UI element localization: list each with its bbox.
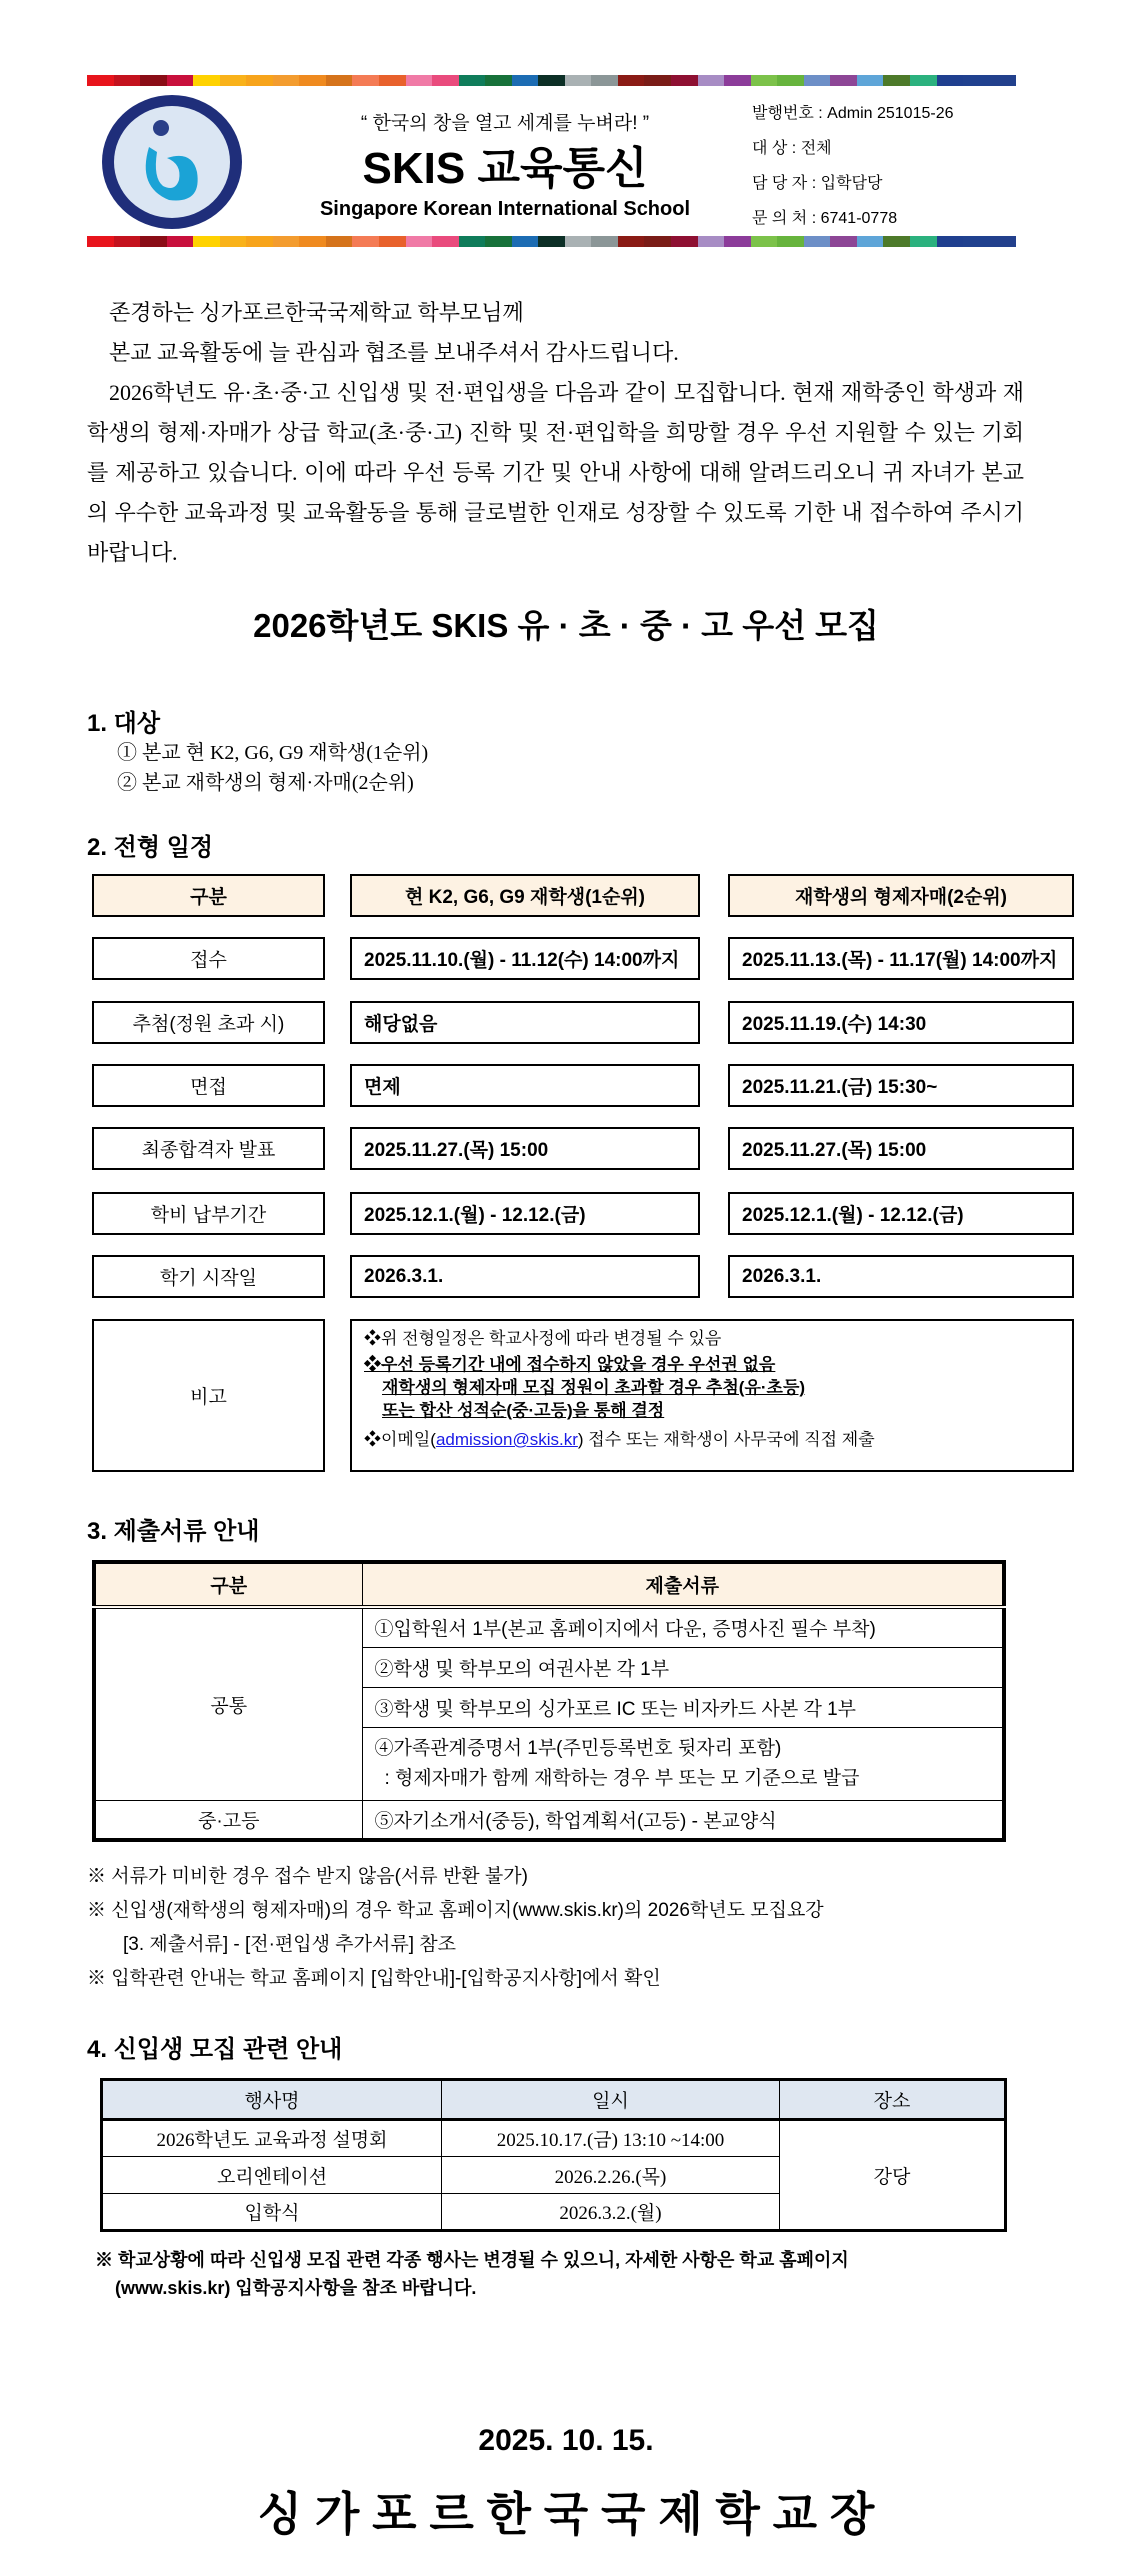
color-segment [246,75,273,86]
color-segment [671,236,698,247]
schedule-cell: 2025.11.21.(금) 15:30~ [728,1064,1074,1107]
note: ※ 신입생(재학생의 형제자매)의 경우 학교 홈페이지(www.skis.kr)의 2026학년도 모집요강 [87,1900,824,1921]
color-segment [883,236,910,247]
color-segment [167,75,194,86]
doc-item: ③학생 및 학부모의 싱가포르 IC 또는 비자카드 사본 각 1부 [362,1687,1004,1727]
note: [3. 제출서류] - [전·편입생 추가서류] 참조 [123,1934,456,1955]
schedule-cell: 2025.11.13.(목) - 11.17(월) 14:00까지 [728,937,1074,980]
col-header: 장소 [780,2080,1006,2120]
section4-title: 4. 신입생 모집 관련 안내 [87,2036,343,2063]
color-segment [512,75,539,86]
color-segment [538,236,565,247]
doc-item: ④가족관계증명서 1부(주민등록번호 뒷자리 포함) : 형제자매가 함께 재학하는 경우 부 또는 모 기준으로 발급 [362,1727,1004,1800]
color-segment [299,236,326,247]
schedule-row-label: 접수 [92,937,325,980]
target-item: ① 본교 현 K2, G6, G9 재학생(1순위) [117,742,429,764]
doc-item: ①입학원서 1부(본교 홈페이지에서 다운, 증명사진 필수 부착) [362,1607,1004,1647]
remark-line: ❖위 전형일정은 학교사정에 따라 변경될 수 있음 [364,1329,722,1348]
schedule-cell: 면제 [350,1064,700,1107]
color-segment [512,236,539,247]
category-mid-high: 중·고등 [94,1800,362,1840]
color-segment [857,75,884,86]
section3-title: 3. 제출서류 안내 [87,1518,260,1545]
color-segment [565,75,592,86]
remark-line: ❖우선 등록기간 내에 접수하지 않았을 경우 우선권 없음 [364,1355,776,1374]
schedule-row-label: 추첨(정원 초과 시) [92,1001,325,1044]
event-row: 오리엔테이션 2026.2.26.(목) [102,2157,1006,2194]
color-segment [883,75,910,86]
color-segment [114,236,141,247]
color-segment [671,75,698,86]
color-segment [459,75,486,86]
color-segment [87,236,114,247]
color-segment [591,75,618,86]
schedule-row-label: 면접 [92,1064,325,1107]
section4-note: ※ 학교상황에 따라 신입생 모집 관련 각종 행사는 변경될 수 있으니, 자세한 사항은 학교 홈페이지 (www.skis.kr) 입학공지사항을 참조 바랍니다. [95,2250,849,2298]
color-segment [830,75,857,86]
section1-list [117,738,428,798]
section2-title: 2. 전형 일정 [87,834,214,861]
color-segment [777,236,804,247]
color-bar-bottom [87,236,1016,247]
color-segment [644,75,671,86]
color-segment [724,75,751,86]
color-segment [379,236,406,247]
color-bar-top [87,75,1016,86]
color-segment [777,75,804,86]
diamond-bullet-icon: ❖ [364,1355,381,1374]
note: ※ 서류가 미비한 경우 접수 받지 않음(서류 반환 불가) [87,1866,528,1887]
schedule-row-label: 학비 납부기간 [92,1192,325,1235]
info-line: 문 의 처 : 6741-0778 [752,210,898,227]
color-segment [937,236,964,247]
event-row: 입학식 2026.3.2.(월) [102,2194,1006,2231]
event-row: 2026학년도 교육과정 설명회 2025.10.17.(금) 13:10 ~14:00 강당 [102,2120,1006,2157]
schedule-cell: 2026.3.1. [350,1255,700,1298]
schedule-cell: 2025.11.27.(목) 15:00 [728,1127,1074,1170]
color-segment [299,75,326,86]
schedule-cell: 2025.11.19.(수) 14:30 [728,1001,1074,1044]
schedule-cell: 해당없음 [350,1001,700,1044]
remark-line: 또는 합산 성적순(중·고등)을 통해 결정 [382,1401,665,1420]
color-segment [990,75,1017,86]
school-logo [97,92,247,232]
color-segment [618,236,645,247]
slogan: “ 한국의 창을 열고 세계를 누벼라! ” [360,113,650,134]
schedule-header: 구분 [92,874,325,917]
schedule-cell: 2025.11.10.(월) - 11.12(수) 14:00까지 [350,937,700,980]
color-segment [87,75,114,86]
color-segment [406,236,433,247]
info-line: 발행번호 : Admin 251015-26 [752,105,954,122]
schedule-header: 현 K2, G6, G9 재학생(1순위) [350,874,700,917]
color-segment [751,75,778,86]
doc-item: ②학생 및 학부모의 여권사본 각 1부 [362,1647,1004,1687]
color-segment [326,75,353,86]
color-segment [352,75,379,86]
documents-table [92,1560,1006,1842]
color-segment [963,236,990,247]
main-title: 2026학년도 SKIS 유 · 초 · 중 · 고 우선 모집 [253,607,879,644]
intro [87,293,1024,573]
color-segment [910,75,937,86]
category-common: 공통 [94,1607,362,1800]
col-header: 구분 [94,1562,362,1607]
color-segment [406,75,433,86]
color-segment [193,75,220,86]
remarks-cell [350,1319,1074,1472]
event-place: 강당 [780,2120,1006,2231]
email-link[interactable]: admission@skis.kr [435,1430,578,1449]
color-segment [857,236,884,247]
newsletter-title: SKIS 교육통신 [362,144,648,193]
school-name-en: Singapore Korean International School [319,198,691,220]
color-segment [591,236,618,247]
issue-date: 2025. 10. 15. [478,2424,654,2457]
principal-signature: 싱 가 포 르 한 국 국 제 학 교 장 [257,2488,875,2540]
color-segment [220,75,247,86]
thanks: 본교 교육활동에 늘 관심과 협조를 보내주셔서 감사드립니다. [109,340,679,365]
section3-notes [87,1860,824,1996]
color-segment [220,236,247,247]
color-segment [910,236,937,247]
col-header: 일시 [442,2080,780,2120]
remark-line: ❖이메일(admission@skis.kr) 접수 또는 재학생이 사무국에 직접 제출 [364,1430,875,1449]
intro-body: 2026학년도 유·초·중·고 신입생 및 전·편입생을 다음과 같이 모집합니다. 현재 재학중인 학생과 재학생의 형제·자매가 상급 학교(초·중·고) 진학 및 전·편입학을 희망할 경우 우선 지원할 수 있는 기회를 제공하고 있습니다. 이에 따라 우선 등록 기간 및 안내 사항에 대해 알려드리오니 귀 자녀가 본교의 우수한 교육과정 및 교육활동을 통해 글로벌한 인재로 성장할 수 있도록 기한 내 접수하여 주시기 바랍니다. [87,380,1024,565]
remark-line: 재학생의 형제자매 모집 정원이 초과할 경우 추첨(유·초등) [382,1378,806,1397]
color-segment [751,236,778,247]
schedule-row-label: 최종합격자 발표 [92,1127,325,1170]
diamond-bullet-icon: ❖ [364,1329,381,1348]
color-segment [538,75,565,86]
color-segment [724,236,751,247]
greeting: 존경하는 싱가포르한국국제학교 학부모님께 [109,300,524,325]
color-segment [140,75,167,86]
color-segment [326,236,353,247]
info-line: 대 상 : 전체 [752,140,832,157]
color-segment [485,236,512,247]
schedule-header: 재학생의 형제자매(2순위) [728,874,1074,917]
color-segment [193,236,220,247]
schedule-cell: 2025.12.1.(월) - 12.12.(금) [350,1192,700,1235]
issue-info [752,96,953,236]
color-segment [167,236,194,247]
color-segment [432,75,459,86]
target-item: ② 본교 재학생의 형제·자매(2순위) [117,772,414,794]
section1-title: 1. 대상 [87,710,161,737]
schedule-cell: 2025.11.27.(목) 15:00 [350,1127,700,1170]
color-segment [485,75,512,86]
color-segment [963,75,990,86]
color-segment [937,75,964,86]
color-segment [618,75,645,86]
color-segment [830,236,857,247]
doc-item: ⑤자기소개서(중등), 학업계획서(고등) - 본교양식 [362,1800,1004,1840]
color-segment [140,236,167,247]
color-segment [379,75,406,86]
color-segment [273,75,300,86]
color-segment [459,236,486,247]
color-segment [644,236,671,247]
col-header: 행사명 [102,2080,442,2120]
info-line: 담 당 자 : 입학담당 [752,175,883,192]
schedule-cell: 2026.3.1. [728,1255,1074,1298]
diamond-bullet-icon: ❖ [364,1430,381,1449]
schedule-row-label: 학기 시작일 [92,1255,325,1298]
color-segment [432,236,459,247]
color-segment [698,236,725,247]
events-table [100,2078,1007,2232]
color-segment [990,236,1017,247]
schedule-cell: 2025.12.1.(월) - 12.12.(금) [728,1192,1074,1235]
color-segment [698,75,725,86]
color-segment [273,236,300,247]
color-segment [565,236,592,247]
remarks-label: 비고 [92,1319,325,1472]
color-segment [114,75,141,86]
color-segment [246,236,273,247]
col-header: 제출서류 [362,1562,1004,1607]
color-segment [804,236,831,247]
color-segment [352,236,379,247]
color-segment [804,75,831,86]
note: ※ 입학관련 안내는 학교 홈페이지 [입학안내]-[입학공지사항]에서 확인 [87,1968,661,1989]
